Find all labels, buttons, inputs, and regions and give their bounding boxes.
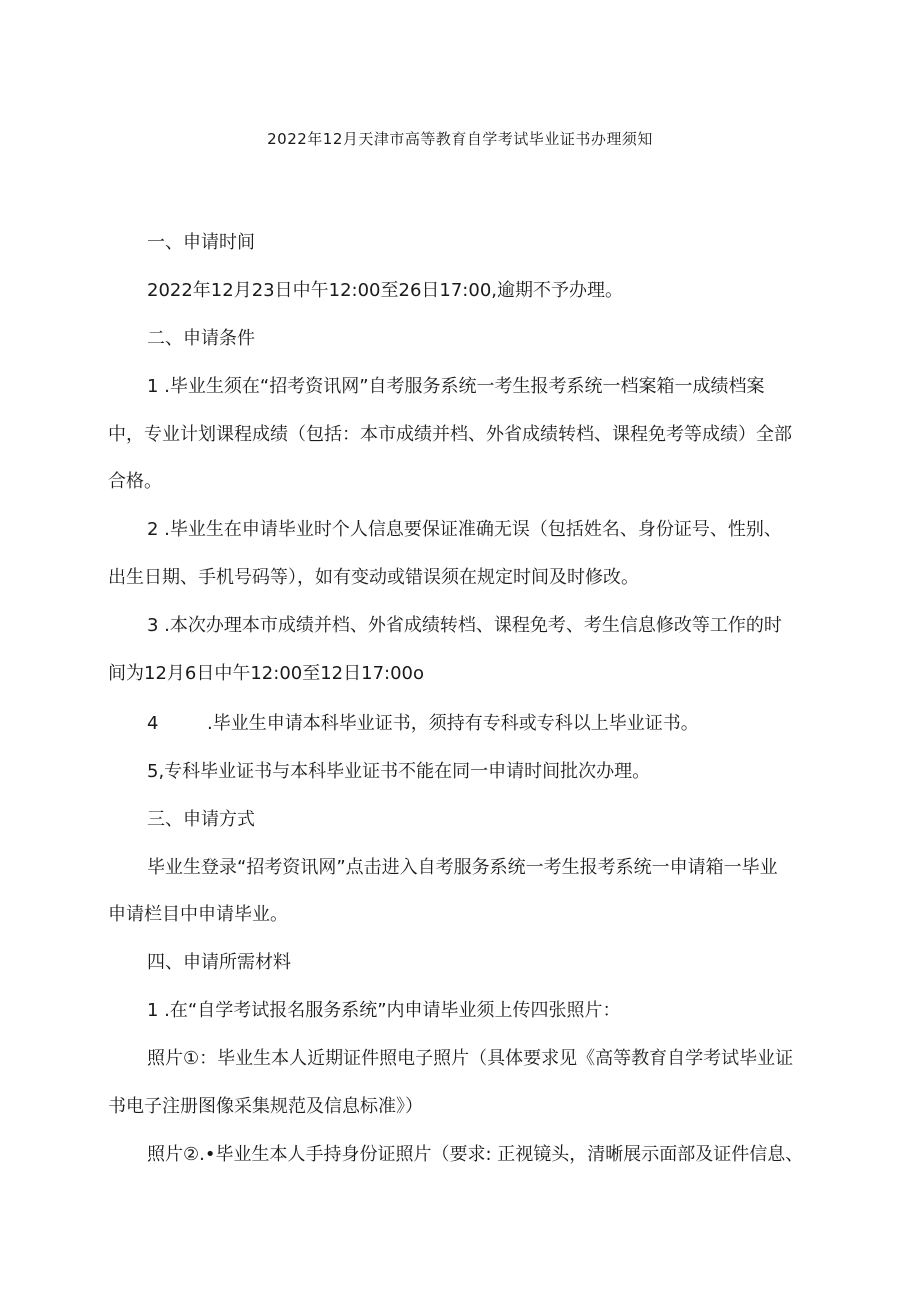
condition-1-line-3: 合格。 [108, 471, 162, 492]
condition-1-line-1: 1 .毕业生须在“招考资讯网”自考服务系统一考生报考系统一档案箱一成绩档案 [147, 376, 765, 397]
materials-item-1: 1 .在“自学考试报名服务系统”内申请毕业须上传四张照片： [147, 1000, 621, 1021]
condition-4-number: 4 [147, 713, 159, 734]
condition-2-line-2: 出生日期、手机号码等），如有变动或错误须在规定时间及时修改。 [108, 567, 639, 588]
application-time-text: 2022年12月23日中午12:00至26日17:00,逾期不予办理。 [147, 280, 623, 301]
condition-1-line-2: 中，专业计划课程成绩（包括：本市成绩并档、外省成绩转档、课程免考等成绩）全部 [108, 424, 792, 445]
section-heading-application-time: 一、申请时间 [147, 232, 255, 253]
photo-1-line-1: 照片①：毕业生本人近期证件照电子照片（具体要求见《高等教育自学考试毕业证 [147, 1048, 794, 1069]
section-heading-method: 三、申请方式 [147, 809, 255, 830]
condition-5: 5,专科毕业证书与本科毕业证书不能在同一申请时间批次办理。 [147, 761, 651, 782]
photo-2-line-1: 照片②.•毕业生本人手持身份证照片（要求: 正视镜头，清晰展示面部及证件信息、 [147, 1144, 804, 1165]
section-heading-materials: 四、申请所需材料 [147, 952, 291, 973]
section-heading-conditions: 二、申请条件 [147, 328, 255, 349]
condition-2-line-1: 2 .毕业生在申请毕业时个人信息要保证准确无误（包括姓名、身份证号、性别、 [147, 519, 782, 540]
method-line-1: 毕业生登录“招考资讯网”点击进入自考服务系统一考生报考系统一申请箱一毕业 [147, 857, 778, 878]
condition-4-text: .毕业生申请本科毕业证书，须持有专科或专科以上毕业证书。 [207, 713, 699, 734]
condition-4 [147, 712, 699, 736]
photo-1-line-2: 书电子注册图像采集规范及信息标准》） [108, 1096, 423, 1117]
condition-3-line-1: 3 .本次办理本市成绩并档、外省成绩转档、课程免考、考生信息修改等工作的时 [147, 615, 782, 636]
condition-3-line-2: 间为12月6日中午12:00至12日17:00o [108, 663, 425, 684]
document-title: 2022年12月天津市高等教育自学考试毕业证书办理须知 [267, 130, 653, 148]
method-line-2: 申请栏目中申请毕业。 [108, 904, 288, 925]
